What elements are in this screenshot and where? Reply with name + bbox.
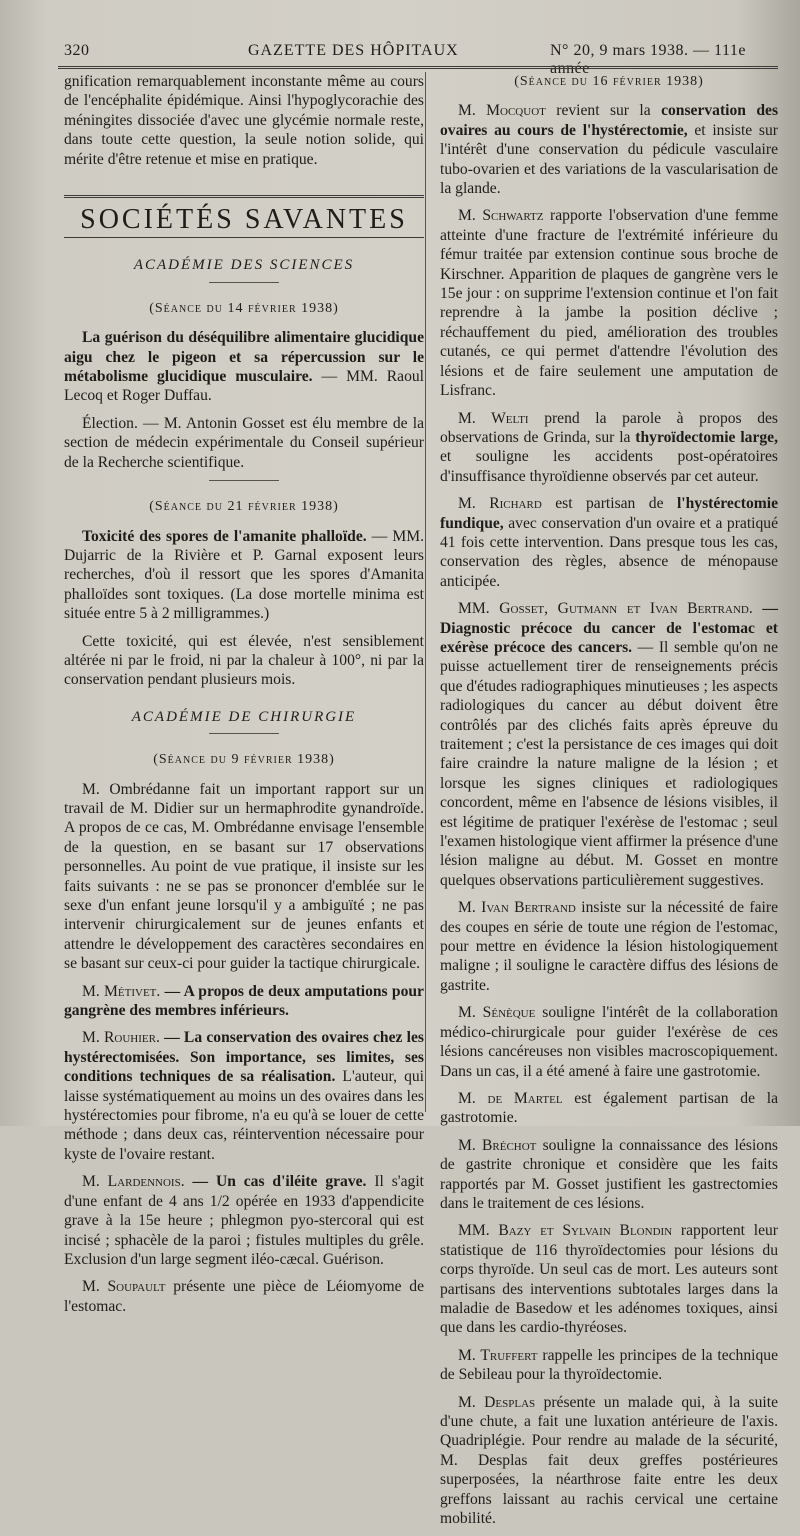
article-paragraph: M. Mocquot revient sur la conservation des ovaires au cours de l'hystérectomie, et insiste sur l'intérêt d'une conservation du pédicule vasculaire tubo-ovarien et des variations de la vascularisation de la glande. [440,102,779,198]
article-body: souligne la connaissance des lésions de gastrite chronique et considère que les faits rapportés par M. Gosset justifient les gastrectomies dans le traitement de ces lésions. [440,1136,778,1212]
author-name: MM. Bazy et Sylvain Blondin [458,1222,673,1240]
short-rule [209,733,279,734]
author-name: M. Richard [458,495,542,513]
election-paragraph: Élection. — M. Antonin Gosset est élu membre de la section de médecin expérimentale du Conseil supérieur de la Recherche scientifique. [64,414,424,471]
article-title: l'hystérectomie fundique, [440,495,778,532]
page-header [58,40,778,77]
article-paragraph [440,1136,778,1214]
author-name: M. de Martel [458,1089,563,1107]
article-title: — A propos de deux amputations pour gangrène des membres inférieurs. [64,982,424,1020]
article-title: — Un cas d'iléite grave. [184,1173,367,1191]
article-body: insiste sur la nécessité de faire des coupes en série de toute une région de l'estomac, pour mettre en évidence la lésion histologiquement maligne ; il souligne le caractère diffus des lésions de gastrite. [440,899,778,994]
article-paragraph [64,1028,424,1164]
author-name: M. Lardennois. [82,1173,185,1191]
article-body: L'auteur, qui laisse systématiquement au moins un des ovaires dans les hystérectomies pour fibrome, n'a eu qu'à se louer de cette méthode ; dans deux cas, réintervention nécessaire pour kyste de l'ovaire restant. [64,1068,424,1163]
article-title: — Diagnostic précoce du cancer de l'estomac et exérèse précoce des cancers. [440,600,778,656]
author-name: M. Mocquot [458,102,546,120]
seance-heading: (Séance du 16 février 1938) [514,74,704,89]
article-paragraph [64,982,424,1021]
article-body: rapportent leur statistique de 116 thyroïdectomies pour lésions du corps thyroïde. Un seul cas de mort. Les auteurs sont partisans des interventions subtotales larges dans la maladie de Basedow et les adénomes toxiques, ainsi que dans les cardio-thyréoses. [440,1222,778,1337]
author-name: M. Rouhier. [82,1029,160,1047]
seance-heading: (Séance du 21 février 1938) [149,499,339,515]
section-title: SOCIÉTÉS SAVANTES [80,204,408,236]
article-body: présente un malade qui, à la suite d'une chute, a fait une luxation antérieure de l'axis. Quadriplégie. Pour rendre au malade de la sécurité, M. Desplas fait deux greffes postérieures superposées, la néarthrose faite entre les deux greffons laissant au rachis cervical une certaine mobilité. [440,1393,778,1528]
article-paragraph [440,1003,778,1081]
short-rule [209,282,279,283]
article-body: est également partisan de la gastrotomie. [440,1089,778,1127]
article-paragraph [64,1277,424,1316]
article-paragraph [440,1089,778,1128]
article-body: — MM. Dujarric de la Rivière et P. Garnal exposent leurs recherches, d'où il ressort que les spores d'Amanita phalloïdes sont toxiques. (La dose mortelle minima est située entre 5 à 2 milligrammes.) [64,527,424,623]
author-name: M. Bréchot [458,1136,537,1154]
article-paragraph: Cette toxicité, qui est élevée, n'est sensiblement altérée ni par le froid, ni par la chaleur à 100°, ni par la conservation pendant plusieurs mois. [64,632,424,689]
article-title: thyroïdectomie large, [635,428,778,446]
article-body: et souligne les accidents post-opératoires d'insuffisance thyroïdienne observés par cet auteur. [440,448,778,485]
article-body: présente une pièce de Léiomyome de l'estomac. [64,1278,424,1315]
author-name: M. Welti [458,409,529,427]
article-paragraph [440,898,778,995]
article-paragraph [440,206,778,400]
author-name: M. Schwartz [458,207,544,225]
left-column [64,72,424,1324]
article-authors: — MM. Raoul Lecoq et Roger Duffau. [64,368,424,405]
academy-chirurgie-heading: ACADÉMIE DE CHIRURGIE [131,708,357,725]
article-paragraph [440,599,778,890]
issue-info: N° 20, 9 mars 1938. — 111e année [550,42,746,77]
article-title: conservation des ovaires au cours de l'hystérectomie, [440,102,779,139]
article-paragraph [440,1346,778,1385]
author-name: M. Sénèque [458,1004,536,1022]
article-paragraph: M. Richard est partisan de l'hystérectomie fundique, avec conservation d'un ovaire et a pratiqué 41 fois cette intervention. Dans presque tous les cas, conservation des règles, absence de ménopause anticipée. [440,495,778,590]
article-paragraph [64,527,424,624]
author-name: M. Soupault [82,1278,166,1296]
article-paragraph: M. Welti prend la parole à propos des observations de Grinda, sur la thyroïdectomie large, et souligne les accidents post-opératoires d'insuffisance thyroïdienne observés par cet auteur. [440,409,778,485]
short-rule [209,480,279,481]
header-rule [58,66,778,69]
article-paragraph: M. Ombrédanne fait un important rapport sur un travail de M. Didier sur un hermaphrodite gynandroïde. A propos de ce cas, M. Ombrédanne envisage l'ensemble de la question, en se basant sur 17 observations personnelles. Au point de vue pratique, il insiste sur les faits suivants : ne se pas se prononcer d'emblée sur le sexe d'un enfant jeune lorsqu'il y a ambiguïté ; ne pas intervenir chirurgicalement sur de jeunes enfants et attendre le développement des caractères secondaires en se basant sur ceux-ci pour guider la tactique chirurgicale. [64,780,424,973]
section-rule [64,195,424,198]
right-column [440,72,778,1536]
article-body: souligne l'intérêt de la collaboration médico-chirurgicale pour guider l'exérèse de ces lésions cancéreuses non visibles macroscopiquement. Dans un cas, il a été amené à faire une gastrotomie. [440,1004,778,1080]
author-name: M. Métivet. [82,982,161,1000]
academy-sciences-heading: ACADÉMIE DES SCIENCES [133,257,355,274]
page-number: 320 [64,42,90,59]
article-body: avec conservation d'un ovaire et a pratiqué 41 fois cette intervention. Dans presque tous les cas, conservation des règles, absence de ménopause anticipée. [440,514,778,590]
author-name: MM. Gosset, Gutmann et Ivan Bertrand. [458,600,753,618]
article-body: — Il semble qu'on ne puisse actuellement tirer de renseignements précis que d'études radiographiques minutieuses ; les aspects radiologiques du cancer au début doivent être contrôlés par des clichés faits après épreuve du traitement ; c'est la persistance de ces images qui doit faire craindre la nature maligne de la lésion ; et lorsque les signes cliniques et radiologiques concordent, même en l'absence de lésions visibles, il est légitime de pratiquer l'exérèse de l'estomac ; seul l'examen histologique vient affirmer la présence d'une lésion maligne au début. M. Gosset en montre quelques observations particulièrement suggestives. [440,638,778,889]
section-rule-thin [64,237,424,238]
article-title: — La conservation des ovaires chez les hystérectomisées. Son importance, ses limites, ses conditions techniques de sa réalisation. [64,1029,424,1086]
article-body: et insiste sur l'intérêt d'une conservation du pédicule vasculaire tubo-ovarien et des variations de la vascularisation de la glande. [440,121,778,198]
article-body: rapporte l'observation d'une femme atteinte d'une fracture de l'extrémité inférieure du fémur traitée par extension continue sous broche de Kirschner. Apparition de plaques de gangrène vers le 15e jour : on supprime l'extension continue et l'on fait reprendre à la jambe la position déclive ; réchauffement du pied, amélioration des troubles cutanés, ce qui permet d'attendre l'évolution des lésions et de faire seulement une amputation de Lisfranc. [440,207,778,400]
article-title: Toxicité des spores de l'amanite phalloïde. [82,527,367,545]
column-separator [425,72,426,1112]
author-name: M. Ivan Bertrand [458,899,576,917]
article-paragraph [64,328,424,406]
author-name: M. Truffert [458,1346,538,1364]
journal-title: GAZETTE DES HÔPITAUX [248,42,459,59]
intro-paragraph: gnification remarquablement inconstante même au cours de l'encéphalite épidémique. Ainsi l'hypoglycorachie des méningites dissociée d'avec une glycémie normale reste, dans toute cette question, la seule notion solide, qui mérite d'être retenue et mise en pratique. [64,73,424,168]
seance-heading: (Séance du 9 février 1938) [153,752,335,768]
article-paragraph [64,1172,424,1269]
article-paragraph [440,1221,778,1337]
article-paragraph [440,1393,778,1529]
article-body: Il s'agit d'une enfant de 4 ans 1/2 opérée en 1933 d'appendicite grave à la 15e heure ; phlegmon pyo-stercoral qui est incisé ; sphacèle de la paroi ; fistules multiples du grêle. Exclusion d'un large segment iléo-cæcal. Guérison. [64,1173,424,1268]
author-name: M. Desplas [458,1393,536,1411]
article-title: La guérison du déséquilibre alimentaire glucidique aigu chez le pigeon et sa répercussion sur le métabolisme glucidique musculaire. [64,329,424,386]
seance-heading: (Séance du 14 février 1938) [149,300,339,316]
article-body: rappelle les principes de la technique de Sebileau pour la thyroïdectomie. [440,1346,778,1384]
